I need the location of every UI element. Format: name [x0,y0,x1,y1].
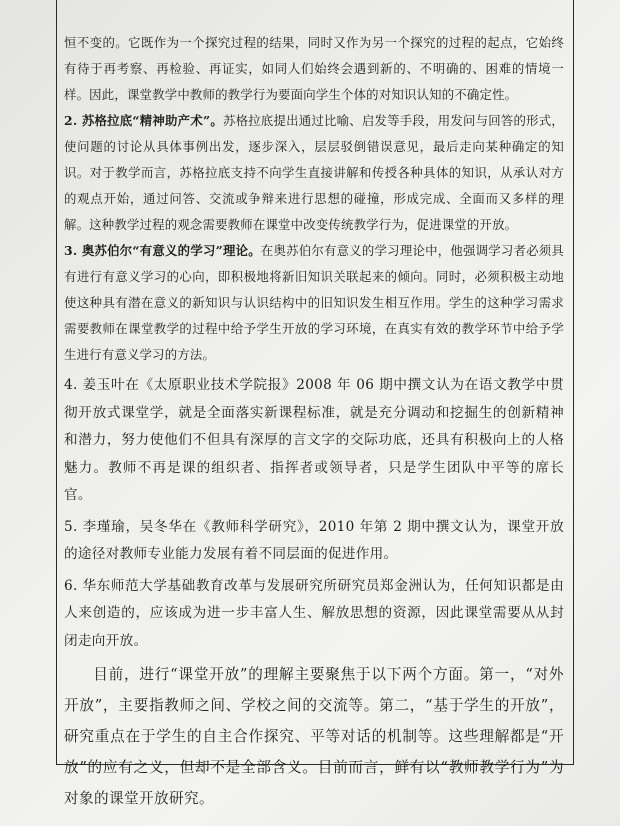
paragraph-1: 恒不变的。它既作为一个探究过程的结果，同时又作为另一个探究的过程的起点，它始终有待于再考察、再检验、再证实，如同人们始终会遇到新的、不明确的、困难的情境一样。因此，课堂教学中教师的教学行为要面向学生个体的对知识认知的不确定性。 [64,35,564,102]
paragraph-6: 6. 华东师范大学基础教育改革与发展研究所研究员郑金洲认为，任何知识都是由人来创造的，应该成为进一步丰富人生、解放思想的资源，因此课堂需要从从封闭走向开放。 [64,577,564,649]
paragraph-3-title: 3. 奥苏伯尔“有意义的学习”理论。 [64,243,261,258]
paragraph-2-title: 2. 苏格拉底“精神助产术”。 [64,113,223,128]
paragraph-2 [64,108,564,238]
document-body [64,30,564,814]
paragraph-3 [64,238,564,368]
paragraph-2-body: 苏格拉底提出通过比喻、启发等手段，用发问与回答的形式，使问题的讨论从具体事例出发，逐步深入，层层驳倒错误意见，最后走向某种确定的知识。对于教学而言，苏格拉底支持不向学生直接讲解和传授各种具体的知识，从承认对方的观点开始，通过问答、交流或争辩来进行思想的碰撞，形成完成、全面而又多样的理解。这种教学过程的观念需要教师在课堂中改变传统教学行为，促进课堂的开放。 [64,113,564,232]
paragraph-4: 4. 姜玉叶在《太原职业技术学院报》2008 年 06 期中撰文认为在语文教学中贯彻开放式课堂学，就是全面落实新课程标准，就是充分调动和挖掘生的创新精神和潜力，努力使他们不但具有深厚的言文字的交际功底，还具有积极向上的人格魅力。教师不再是课的组织者、指挥者或领导者，只是学生团队中平等的席长官。 [64,377,564,503]
paragraph-3-body: 在奥苏伯尔有意义的学习理论中，他强调学习者必须具有进行有意义学习的心向，即积极地将新旧知识关联起来的倾向。同时，必须积极主动地使这种具有潜在意义的新知识与认识结构中的旧知识发生相互作用。学生的这种学习需求需要教师在课堂教学的过程中给予学生开放的学习环境，在真实有效的教学环节中给予学生进行有意义学习的方法。 [64,243,564,362]
paragraph-5: 5. 李瑾瑜，吴冬华在《教师科学研究》，2010 年第 2 期中撰文认为，课堂开放的途径对教师专业能力发展有着不同层面的促进作用。 [64,518,564,562]
paragraph-7: 目前，进行“课堂开放”的理解主要聚焦于以下两个方面。第一，“对外开放”，主要指教师之间、学校之间的交流等。第二，“基于学生的开放”，研究重点在于学生的自主合作探究、平等对话的机制等。这些理解都是“开放”的应有之义，但却不是全部含义。目前而言，鲜有以“教师教学行为”为对象的课堂开放研究。 [64,666,564,807]
